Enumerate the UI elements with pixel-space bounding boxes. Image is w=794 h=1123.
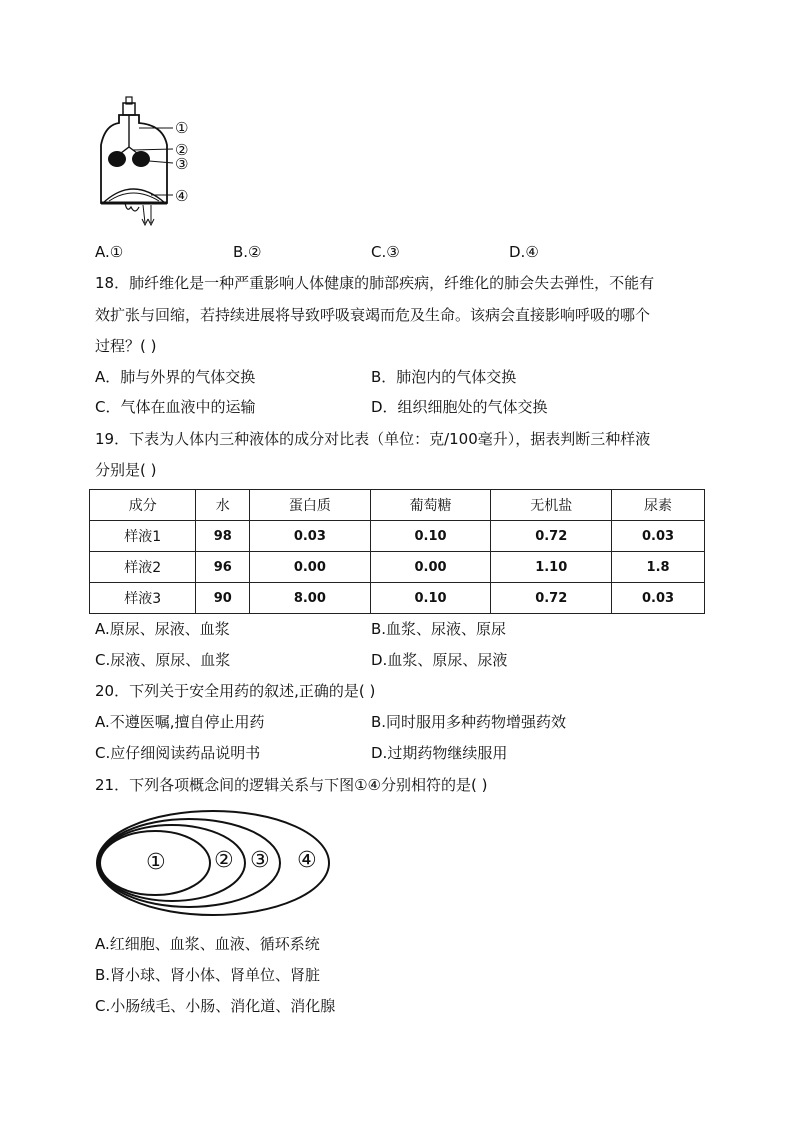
- q18-option-c[interactable]: C．气体在血液中的运输: [95, 398, 256, 416]
- ellipse-label-1: ①: [146, 850, 166, 875]
- table-cell: 0.10: [370, 583, 491, 614]
- table-cell: 样液3: [90, 583, 196, 614]
- q18-stem-line2: 效扩张与回缩，若持续进展将导致呼吸衰竭而危及生命。该病会直接影响呼吸的哪个: [95, 306, 651, 324]
- q20-option-c[interactable]: C.应仔细阅读药品说明书: [95, 744, 261, 762]
- q18-option-d[interactable]: D．组织细胞处的气体交换: [371, 398, 548, 416]
- q18-option-a[interactable]: A．肺与外界的气体交换: [95, 368, 256, 386]
- q17-option-c[interactable]: C.③: [371, 243, 400, 261]
- table-cell: 0.03: [612, 583, 705, 614]
- table-cell: 0.03: [250, 521, 371, 552]
- table-cell: 0.00: [370, 552, 491, 583]
- table-cell: 90: [196, 583, 250, 614]
- q20-option-a[interactable]: A.不遵医嘱,擅自停止用药: [95, 713, 265, 731]
- table-header-row: [90, 490, 705, 521]
- q18-stem-line1: 18．肺纤维化是一种严重影响人体健康的肺部疾病，纤维化的肺会失去弹性，不能有: [95, 274, 655, 292]
- ellipse-label-4: ④: [297, 848, 317, 873]
- q20-option-b[interactable]: B.同时服用多种药物增强药效: [371, 713, 567, 731]
- q19-option-a[interactable]: A.原尿、尿液、血浆: [95, 620, 230, 638]
- q19-option-d[interactable]: D.血浆、原尿、尿液: [371, 651, 508, 669]
- q19-stem-line2: 分别是( ): [95, 461, 157, 479]
- q18-option-b[interactable]: B．肺泡内的气体交换: [371, 368, 517, 386]
- q20-stem: 20．下列关于安全用药的叙述,正确的是( ): [95, 682, 376, 700]
- table-header-cell: 尿素: [612, 490, 705, 521]
- diagram-label-4: ④: [175, 187, 189, 205]
- table-cell: 0.10: [370, 521, 491, 552]
- table-cell: 98: [196, 521, 250, 552]
- q17-option-d[interactable]: D.④: [509, 243, 539, 261]
- table-row: [90, 583, 705, 614]
- q21-option-b[interactable]: B.肾小球、肾小体、肾单位、肾脏: [95, 966, 321, 984]
- table-cell: 0.72: [491, 583, 612, 614]
- table-row: [90, 521, 705, 552]
- table-cell: 1.10: [491, 552, 612, 583]
- table-cell: 1.8: [612, 552, 705, 583]
- ellipse-label-2: ②: [214, 848, 234, 873]
- q18-stem-line3: 过程？( ): [95, 337, 157, 355]
- diagram-label-1: ①: [175, 119, 189, 137]
- table-cell: 样液2: [90, 552, 196, 583]
- ellipse-label-3: ③: [250, 848, 270, 873]
- q19-option-c[interactable]: C.尿液、原尿、血浆: [95, 651, 231, 669]
- table-header-cell: 葡萄糖: [370, 490, 491, 521]
- bell-jar-diagram: [95, 95, 205, 230]
- table-header-cell: 成分: [90, 490, 196, 521]
- table-cell: 96: [196, 552, 250, 583]
- q19-option-b[interactable]: B.血浆、尿液、原尿: [371, 620, 507, 638]
- q21-option-c[interactable]: C.小肠绒毛、小肠、消化道、消化腺: [95, 997, 336, 1015]
- table-row: [90, 552, 705, 583]
- table-header-cell: 蛋白质: [250, 490, 371, 521]
- table-cell: 样液1: [90, 521, 196, 552]
- diagram-label-3: ③: [175, 155, 189, 173]
- table-header-cell: 无机盐: [491, 490, 612, 521]
- q17-option-b[interactable]: B.②: [233, 243, 262, 261]
- table-cell: 0.03: [612, 521, 705, 552]
- table-cell: 8.00: [250, 583, 371, 614]
- q17-option-a[interactable]: A.①: [95, 243, 124, 261]
- table-cell: 0.00: [250, 552, 371, 583]
- composition-table: [89, 489, 705, 614]
- table-cell: 0.72: [491, 521, 612, 552]
- q20-option-d[interactable]: D.过期药物继续服用: [371, 744, 508, 762]
- diagram-label-2: ②: [175, 141, 189, 159]
- q21-option-a[interactable]: A.红细胞、血浆、血液、循环系统: [95, 935, 320, 953]
- q19-stem-line1: 19．下表为人体内三种液体的成分对比表（单位：克/100毫升），据表判断三种样液: [95, 430, 651, 448]
- q21-stem: 21．下列各项概念间的逻辑关系与下图①④分别相符的是( ): [95, 776, 488, 794]
- table-header-cell: 水: [196, 490, 250, 521]
